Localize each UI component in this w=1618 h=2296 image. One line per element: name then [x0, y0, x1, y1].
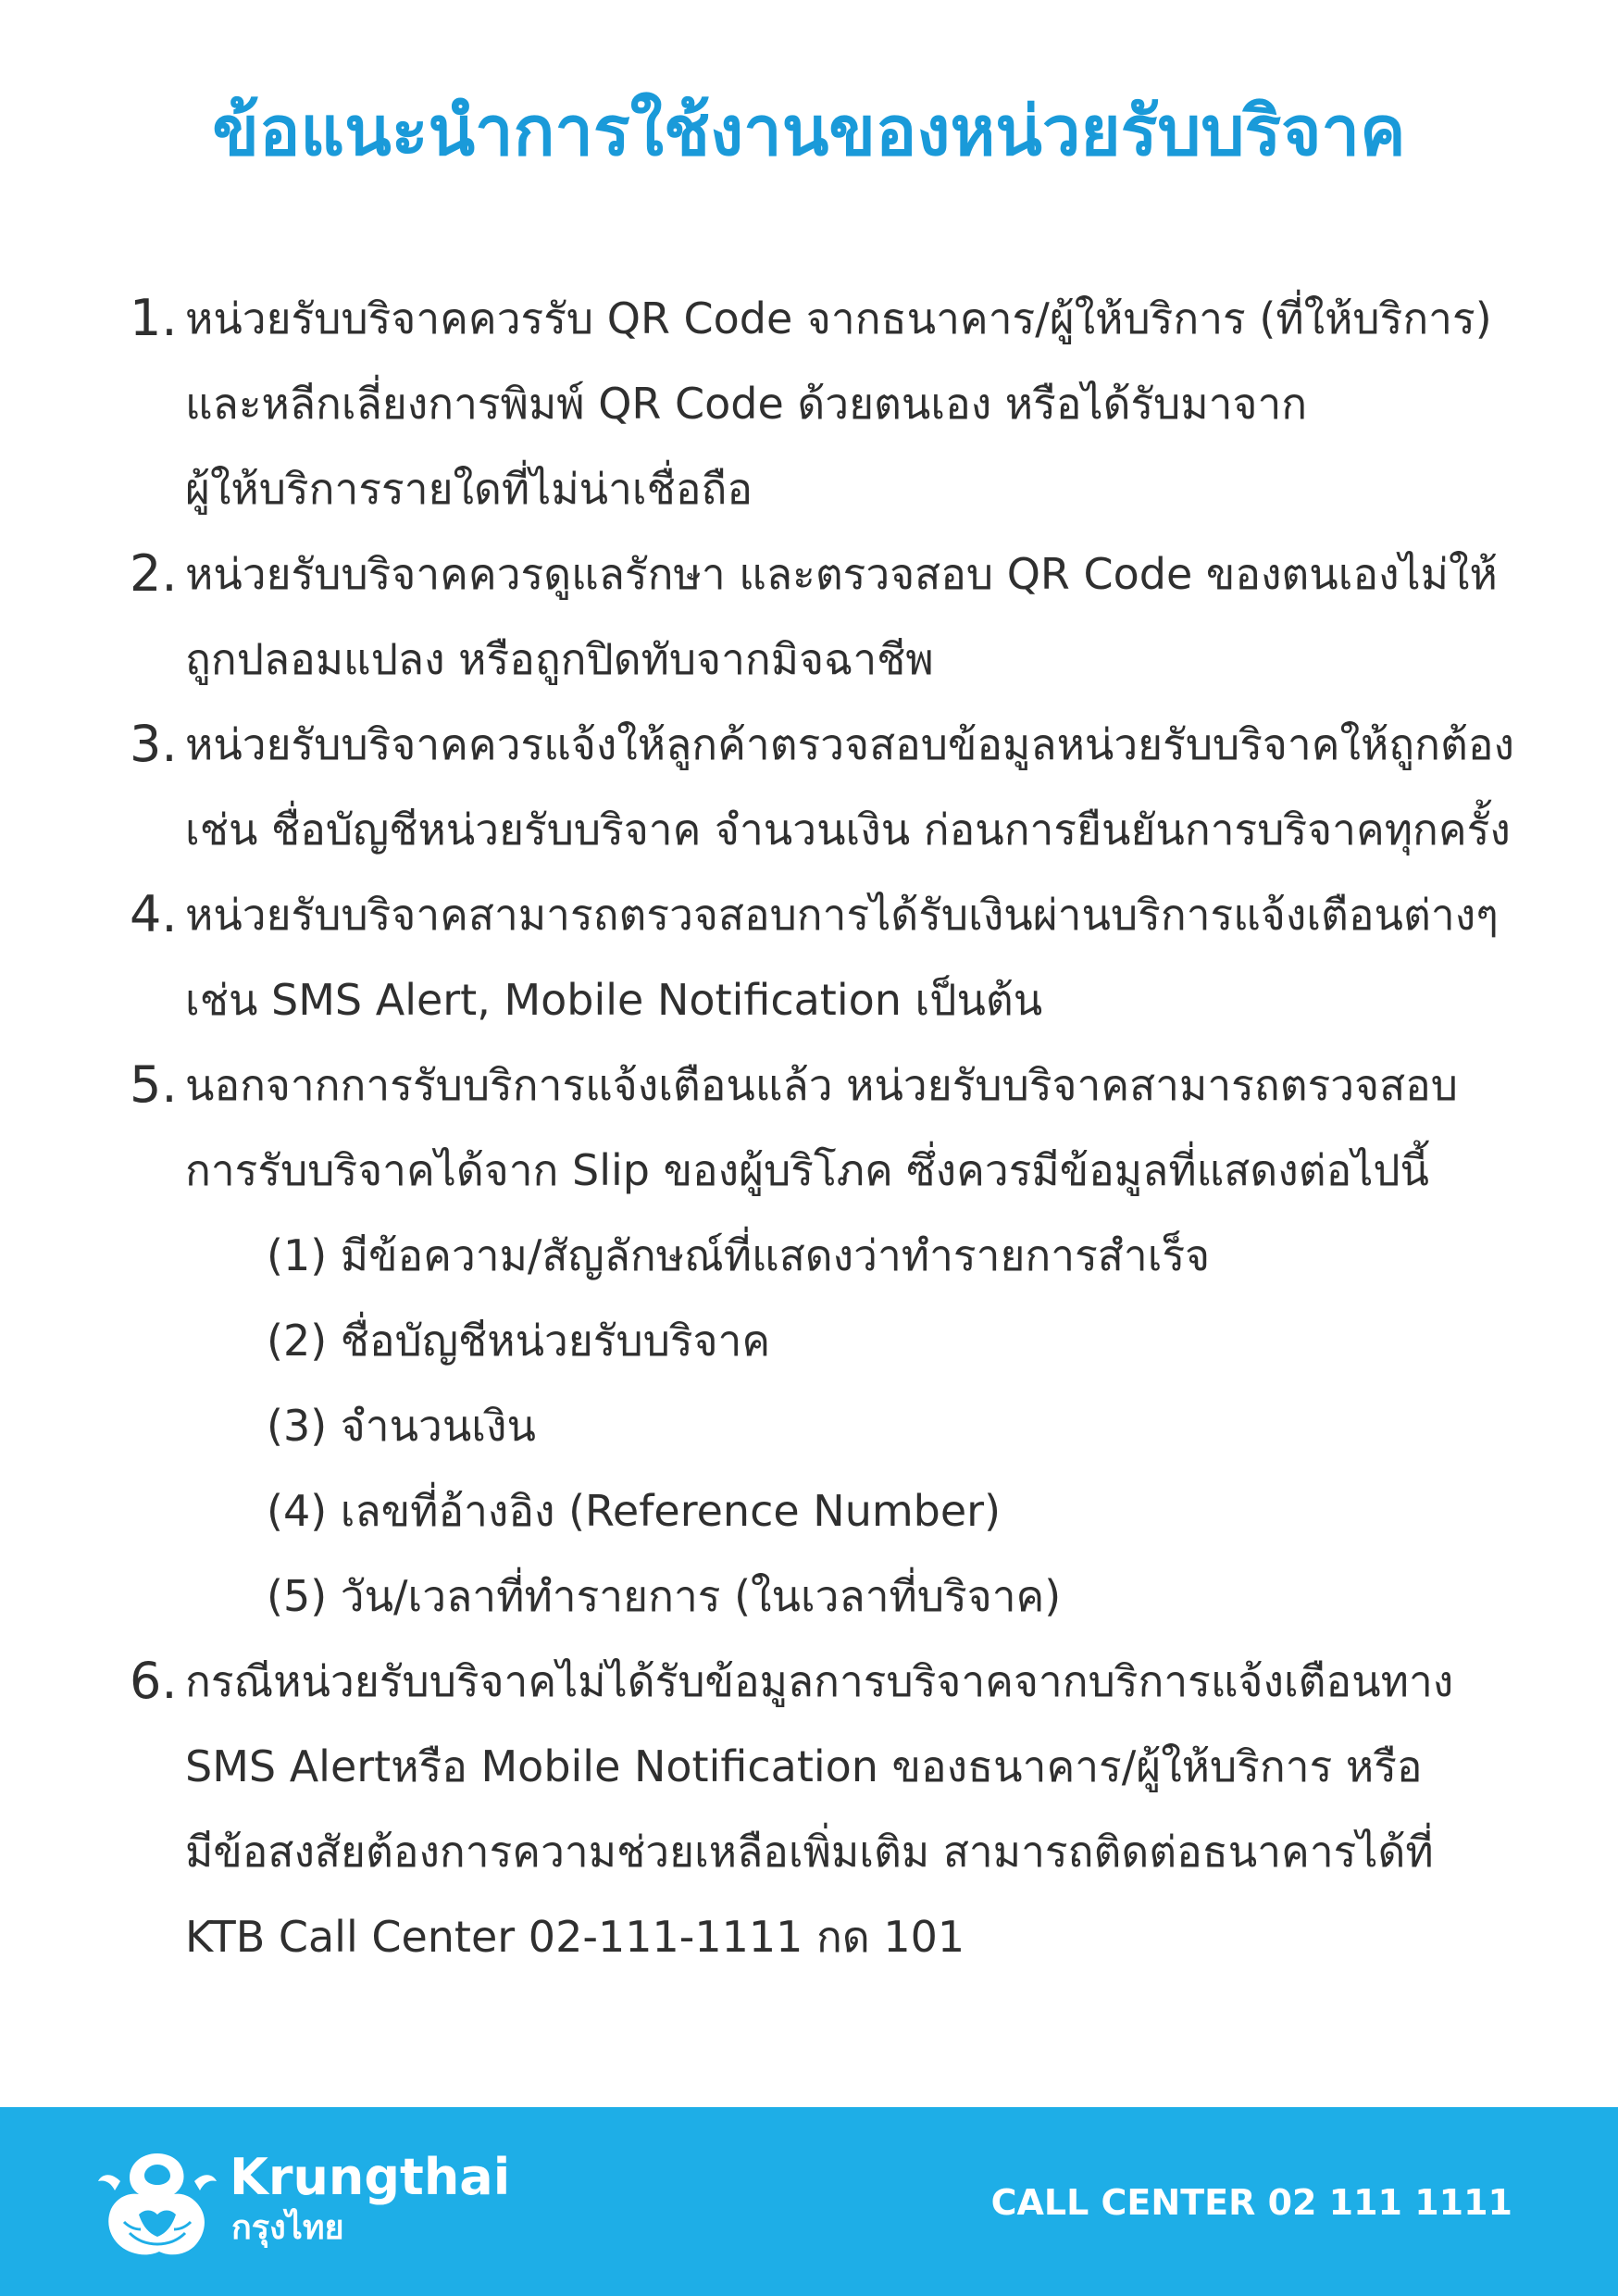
item-5-subitem-5: (5) วัน/เวลาที่ทำรายการ (ในเวลาที่บริจาค) [267, 1571, 1062, 1621]
brand-name-english: Krungthai [230, 2148, 511, 2206]
item-5-subitem-2: (2) ชื่อบัญชีหน่วยรับบริจาค [267, 1316, 771, 1366]
item-6-line-4: KTB Call Center 02-111-1111 กด 101 [185, 1912, 965, 1962]
page-title: ข้อแนะนำการใช้งานของหน่วยรับบริจาค [212, 92, 1406, 171]
item-2-line-1: หน่วยรับบริจาคควรดูแลรักษา และตรวจสอบ QR Code ของตนเองไม่ให้ [185, 549, 1498, 599]
footer-bar [0, 2107, 1618, 2296]
call-center-number: CALL CENTER 02 111 1111 [990, 2182, 1512, 2223]
item-4-number: 4. [130, 885, 178, 943]
brand-name-thai: กรุงไทย [231, 2209, 344, 2247]
item-5-subitem-3: (3) จำนวนเงิน [267, 1401, 536, 1451]
item-5-line-1: นอกจากการรับบริการแจ้งเตือนแล้ว หน่วยรับบริจาคสามารถตรวจสอบ [185, 1060, 1458, 1110]
item-5-subitem-1: (1) มีข้อความ/สัญลักษณ์ที่แสดงว่าทำรายการสำเร็จ [267, 1230, 1211, 1280]
item-1-line-2: และหลีกเลี่ยงการพิมพ์ QR Code ด้วยตนเอง หรือได้รับมาจาก [185, 379, 1308, 429]
item-5-line-2: การรับบริจาคได้จาก Slip ของผู้บริโภค ซึ่งควรมีข้อมูลที่แสดงต่อไปนี้ [185, 1145, 1429, 1195]
item-3-number: 3. [130, 715, 178, 773]
item-4-line-2: เช่น SMS Alert, Mobile Notification เป็นต้น [185, 975, 1043, 1025]
item-6-number: 6. [130, 1652, 178, 1710]
item-5-subitem-4: (4) เลขที่อ้างอิง (Reference Number) [267, 1486, 1002, 1536]
item-6-line-1: กรณีหน่วยรับบริจาคไม่ได้รับข้อมูลการบริจาคจากบริการแจ้งเตือนทาง [185, 1656, 1454, 1706]
item-6-line-3: มีข้อสงสัยต้องการความช่วยเหลือเพิ่มเติม สามารถติดต่อธนาคารได้ที่ [185, 1827, 1434, 1877]
item-1-line-3: ผู้ให้บริการรายใดที่ไม่น่าเชื่อถือ [185, 464, 753, 514]
item-3-line-2: เช่น ชื่อบัญชีหน่วยรับบริจาค จำนวนเงิน ก่อนการยืนยันการบริจาคทุกครั้ง [185, 805, 1511, 855]
garuda-logo-icon [93, 2144, 222, 2265]
item-1-line-1: หน่วยรับบริจาคควรรับ QR Code จากธนาคาร/ผู้ให้บริการ (ที่ให้บริการ) [185, 293, 1492, 343]
item-1-number: 1. [130, 289, 178, 347]
item-2-line-2: ถูกปลอมแปลง หรือถูกปิดทับจากมิจฉาชีพ [185, 634, 934, 684]
item-2-number: 2. [130, 544, 178, 603]
item-3-line-1: หน่วยรับบริจาคควรแจ้งให้ลูกค้าตรวจสอบข้อมูลหน่วยรับบริจาคให้ถูกต้อง [185, 719, 1514, 769]
item-5-number: 5. [130, 1055, 178, 1114]
item-6-line-2: SMS Alertหรือ Mobile Notification ของธนาคาร/ผู้ให้บริการ หรือ [185, 1741, 1423, 1791]
item-4-line-1: หน่วยรับบริจาคสามารถตรวจสอบการได้รับเงินผ่านบริการแจ้งเตือนต่างๆ [185, 890, 1499, 940]
